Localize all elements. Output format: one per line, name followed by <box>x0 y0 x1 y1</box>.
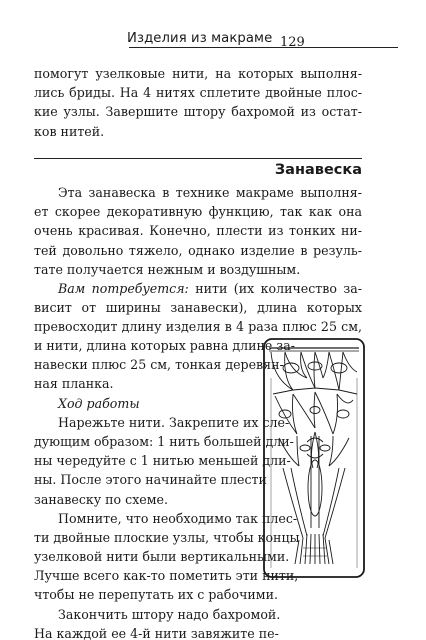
text-line: помогут узелковые нити, на которых выполня- <box>34 66 362 81</box>
text-line: превосходит длину изделия в 4 раза плюс 25 см, <box>34 319 362 335</box>
materials-first-line: нити (их количество за- <box>188 281 362 296</box>
text-line <box>34 279 362 298</box>
text-line: висит от ширины занавески), длина которых <box>34 300 362 316</box>
text-line: ков нитей. <box>34 123 105 139</box>
materials-label: Вам потребуется: <box>58 281 189 296</box>
text-line: занавеску по схеме. <box>34 491 168 507</box>
running-head <box>0 0 426 48</box>
text-line: и нити, длина которых равна длине за- <box>34 338 295 353</box>
section-rule <box>34 158 362 159</box>
text-line: лись бриды. На 4 нитях сплетите двойные плос- <box>34 85 362 101</box>
text-line: очень красивая. Конечно, плести из тонких ни- <box>34 223 362 239</box>
text-line: На каждой ее 4-й нити завяжите пе- <box>34 625 279 640</box>
text-line: Лучше всего как-то пометить эти нити, <box>34 568 299 584</box>
running-head-title: Изделия из макраме <box>127 31 273 46</box>
text-line: Закончить штору надо бахромой. <box>58 606 281 622</box>
text-line: навески плюс 25 см, тонкая деревян- <box>34 357 284 373</box>
running-head-rule <box>129 47 398 48</box>
text-line: ная планка. <box>34 376 114 392</box>
macrame-curtain-illustration <box>263 338 365 578</box>
text-line: ны чередуйте с 1 нитью меньшей дли- <box>34 453 291 469</box>
text-line: Помните, что необходимо так плес- <box>58 510 298 526</box>
materials-paragraph <box>34 279 362 337</box>
text-line: ны. После этого начинайте плести <box>34 472 267 488</box>
text-line: ет скорее декоративную функцию, так как она <box>34 204 362 220</box>
text-line: Нарежьте нити. Закрепите их сле- <box>58 414 290 430</box>
description-paragraph <box>34 183 362 279</box>
intro-paragraph <box>34 64 362 141</box>
text-line: чтобы не перепутать их с рабочими. <box>34 587 279 603</box>
text-line: тей довольно тяжело, однако изделие в резуль- <box>34 242 362 258</box>
text-line: дующим образом: 1 нить большей дли- <box>34 433 294 449</box>
text-line: ти двойные плоские узлы, чтобы концы <box>34 529 300 545</box>
workflow-heading: Ход работы <box>58 395 140 411</box>
text-line: Эта занавеска в технике макраме выполня- <box>58 185 362 200</box>
materials-narrow <box>34 336 300 640</box>
page-number: 129 <box>280 35 305 50</box>
section-title: Занавеска <box>274 162 362 178</box>
text-line: кие узлы. Завершите штору бахромой из остат- <box>34 104 362 120</box>
text-line: узелковой нити были вертикальными. <box>34 549 290 565</box>
text-line: тате получается нежным и воздушным. <box>34 261 301 277</box>
